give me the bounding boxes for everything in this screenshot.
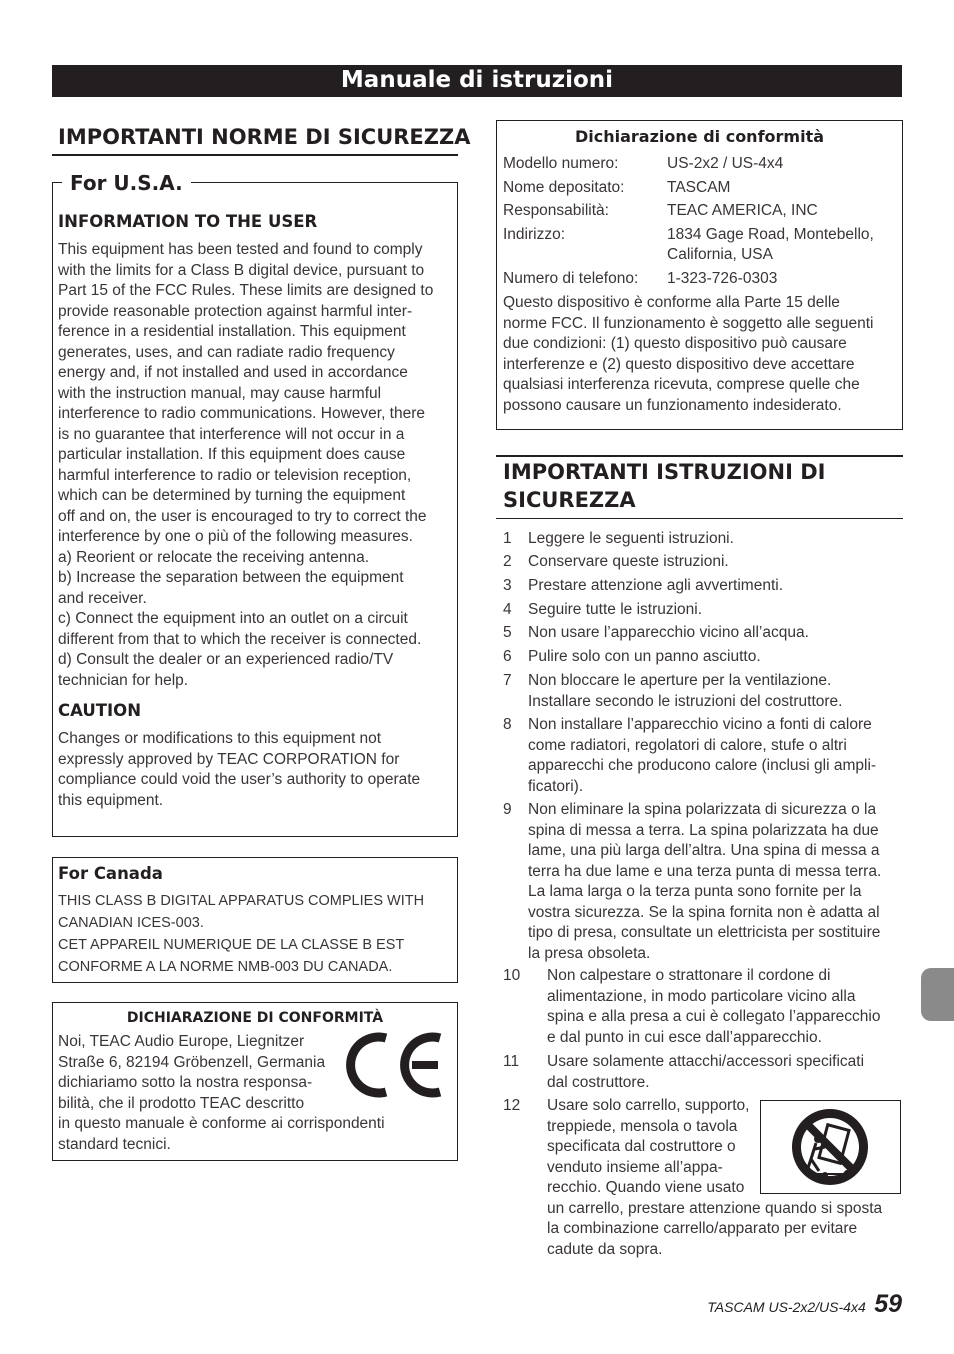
instruction-line: Leggere le seguenti istruzioni. xyxy=(528,530,734,547)
canada-line: CET APPAREIL NUMERIQUE DE LA CLASSE B EST xyxy=(58,937,405,953)
instruction-line: treppiede, mensola o tavola xyxy=(547,1117,738,1135)
instruction-line: terra ha due lame e una terza punta di messa terra. xyxy=(528,862,882,880)
info-line: a) Reorient or relocate the receiving antenna. xyxy=(58,548,370,566)
instruction-number: 12 xyxy=(503,1097,521,1114)
conformity-row-value: US-2x2 / US-4x4 xyxy=(667,155,784,172)
instruction-line: Non calpestare o strattonare il cordone di xyxy=(547,967,831,984)
instruction-line: Non usare l’apparecchio vicino all’acqua. xyxy=(528,624,809,641)
instruction-text xyxy=(528,529,734,550)
info-line: and receiver. xyxy=(58,589,147,607)
info-line: is no guarantee that interference will not occur in a xyxy=(58,425,405,443)
instruction-line: spina di messa a terra. La spina polarizzata ha due xyxy=(528,821,879,839)
instruction-line: la combinazione carrello/apparato per evitare xyxy=(547,1220,858,1237)
usa-legend: For U.S.A. xyxy=(62,169,191,197)
instruction-line: alimentazione, in modo particolare vicino alla xyxy=(547,987,856,1005)
instruction-text xyxy=(528,715,876,797)
instruction-line: apparecchi che producono calore (inclusi gli ampli- xyxy=(528,757,877,774)
conformity-line: norme FCC. Il funzionamento è soggetto alle seguenti xyxy=(503,314,874,332)
instruction-line: Prestare attenzione agli avvertimenti. xyxy=(528,577,784,594)
info-line: d) Consult the dealer or an experienced radio/TV xyxy=(58,651,394,668)
info-title: INFORMATION TO THE USER xyxy=(58,212,318,231)
eu-line: Straße 6, 82194 Gröbenzell, Germania xyxy=(58,1053,326,1071)
canada-line: CANADIAN ICES-003. xyxy=(58,915,204,931)
instruction-line: tipo di presa, consultate un elettricista per sostituire xyxy=(528,924,881,941)
instruction-line: Conservare queste istruzioni. xyxy=(528,553,729,570)
instruction-number: 1 xyxy=(503,530,512,547)
instruction-number: 11 xyxy=(503,1053,520,1070)
instruction-number: 8 xyxy=(503,716,512,733)
conformity-row-label: Nome depositato: xyxy=(503,179,625,196)
instruction-number: 6 xyxy=(503,648,512,665)
instruction-number: 3 xyxy=(503,577,512,594)
canada-title: For Canada xyxy=(58,864,163,883)
instruction-line: Usare solo carrello, supporto, xyxy=(547,1097,750,1114)
conformity-text xyxy=(503,293,899,416)
conformity-row-value: 1834 Gage Road, Montebello, xyxy=(667,226,874,243)
instructions-title-line2: SICUREZZA xyxy=(503,488,636,512)
instruction-number: 5 xyxy=(503,624,512,641)
instruction-line: lame, una più larga dell’altra. Una spina di messa a xyxy=(528,842,880,859)
conformity-row-value: 1-323-726-0303 xyxy=(667,270,778,287)
canada-line: THIS CLASS B DIGITAL APPARATUS COMPLIES WITH xyxy=(58,893,425,909)
info-line: technician for help. xyxy=(58,671,189,689)
section-rule xyxy=(52,154,458,156)
caution-text xyxy=(58,729,454,811)
eu-line: Noi, TEAC Audio Europe, Liegnitzer xyxy=(58,1033,305,1050)
instruction-line: e dal punto in cui esce dall’apparecchio. xyxy=(547,1028,822,1046)
ce-mark-icon xyxy=(346,1030,446,1100)
instruction-line: venduto insieme all’appa- xyxy=(547,1158,723,1176)
conformity-line: possono causare un funzionamento indesiderato. xyxy=(503,396,842,414)
instruction-number: 4 xyxy=(503,601,512,618)
info-line: b) Increase the separation between the equipment xyxy=(58,569,404,586)
instruction-text xyxy=(528,671,842,712)
instruction-text xyxy=(528,800,881,964)
footer-product: TASCAM US-2x2/US-4x4 xyxy=(707,1299,866,1315)
cart-warning-icon xyxy=(761,1101,900,1193)
conformity-line: interferenze e (2) questo dispositivo deve accettare xyxy=(503,355,855,373)
manual-title-bar xyxy=(52,65,902,97)
info-line: harmful interference to radio or television reception, xyxy=(58,466,412,484)
page-number: 59 xyxy=(874,1290,902,1318)
instruction-line: ficatori). xyxy=(528,777,584,795)
info-line: provide reasonable protection against harmful inter- xyxy=(58,302,413,320)
instruction-text xyxy=(528,552,729,573)
info-line: different from that to which the receiver is connected. xyxy=(58,630,422,648)
instruction-line: Usare solamente attacchi/accessori specificati xyxy=(547,1053,865,1070)
canada-line: CONFORME A LA NORME NMB-003 DU CANADA. xyxy=(58,959,393,975)
info-line: generates, uses, and can radiate radio frequency xyxy=(58,343,395,361)
language-tab xyxy=(921,968,954,1021)
instruction-text xyxy=(547,1052,864,1093)
instruction-line: cadute da sopra. xyxy=(547,1240,663,1258)
caution-line: expressly approved by TEAC CORPORATION for xyxy=(58,750,400,768)
caution-line: this equipment. xyxy=(58,791,164,809)
info-line: interference by one o più of the following measures. xyxy=(58,528,413,545)
instruction-text xyxy=(528,623,809,644)
instruction-text xyxy=(528,647,761,668)
instruction-number: 2 xyxy=(503,553,512,570)
info-line: with the limits for a Class B digital device, pursuant to xyxy=(58,261,425,279)
instruction-line: dal costruttore. xyxy=(547,1073,650,1091)
canada-text xyxy=(58,890,454,978)
instruction-line: specificata dal costruttore o xyxy=(547,1138,736,1155)
instruction-line: un carrello, prestare attenzione quando si sposta xyxy=(547,1199,883,1217)
eu-conformity-title: DICHIARAZIONE DI CONFORMITÀ xyxy=(126,1010,384,1026)
instruction-line: Non bloccare le aperture per la ventilazione. xyxy=(528,672,832,689)
instruction-line: Pulire solo con un panno asciutto. xyxy=(528,648,761,665)
info-line: c) Connect the equipment into an outlet on a circuit xyxy=(58,610,408,627)
conformity-row-label: Numero di telefono: xyxy=(503,270,639,287)
conformity-row-value: California, USA xyxy=(667,246,773,263)
instruction-line: Non eliminare la spina polarizzata di sicurezza o la xyxy=(528,801,877,818)
manual-title: Manuale di istruzioni xyxy=(340,67,614,93)
instruction-line: Non installare l’apparecchio vicino a fonti di calore xyxy=(528,716,872,733)
instruction-text xyxy=(547,966,880,1048)
conformity-line: Questo dispositivo è conforme alla Parte 15 delle xyxy=(503,294,840,311)
instruction-number: 7 xyxy=(503,672,512,689)
conformity-row-label: Indirizzo: xyxy=(503,226,566,243)
info-line: ference in a residential installation. This equipment xyxy=(58,323,406,340)
info-line: This equipment has been tested and found to comply xyxy=(58,241,423,258)
conformity-line: due condizioni: (1) questo dispositivo può causare xyxy=(503,335,847,352)
info-line: with the instruction manual, may cause harmful xyxy=(58,384,382,402)
info-line: which can be determined by turning the equipment xyxy=(58,487,406,504)
eu-line: in questo manuale è conforme ai corrispondenti xyxy=(58,1115,385,1132)
cart-warning-box xyxy=(760,1100,901,1194)
caution-line: Changes or modifications to this equipment not xyxy=(58,730,382,747)
instructions-title-line1: IMPORTANTI ISTRUZIONI DI xyxy=(503,460,826,484)
section-title-safety-rules: IMPORTANTI NORME DI SICUREZZA xyxy=(58,125,471,149)
instruction-number: 10 xyxy=(503,967,521,984)
instruction-line: La lama larga o la terza punta sono fornite per la xyxy=(528,883,862,900)
caution-title: CAUTION xyxy=(58,701,141,720)
eu-line: bilità, che il prodotto TEAC descritto xyxy=(58,1094,305,1112)
instruction-number: 9 xyxy=(503,801,512,818)
info-line: particular installation. If this equipment does cause xyxy=(58,446,406,463)
info-line: off and on, the user is encouraged to try to correct the xyxy=(58,507,427,525)
instruction-text xyxy=(528,600,702,621)
instruction-line: Installare secondo le istruzioni del costruttore. xyxy=(528,692,843,710)
info-line: Part 15 of the FCC Rules. These limits are designed to xyxy=(58,282,434,299)
eu-line: dichiariamo sotto la nostra responsa- xyxy=(58,1074,313,1091)
conformity-title: Dichiarazione di conformità xyxy=(574,127,825,146)
instruction-text xyxy=(528,576,783,597)
conformity-row-value: TASCAM xyxy=(667,179,731,196)
instruction-line: recchio. Quando viene usato xyxy=(547,1179,745,1196)
eu-line: standard tecnici. xyxy=(58,1135,171,1153)
instructions-rule-top xyxy=(496,455,903,457)
conformity-row-label: Modello numero: xyxy=(503,155,619,172)
info-line: interference to radio communications. However, there xyxy=(58,405,426,422)
caution-line: compliance could void the user’s authority to operate xyxy=(58,771,421,788)
instructions-rule-bottom xyxy=(496,518,903,519)
info-line: energy and, if not installed and used in accordance xyxy=(58,364,408,381)
conformity-line: qualsiasi interferenza ricevuta, comprese quelle che xyxy=(503,376,860,393)
instruction-line: Seguire tutte le istruzioni. xyxy=(528,601,703,618)
footer xyxy=(640,1290,902,1319)
conformity-row-value: TEAC AMERICA, INC xyxy=(667,202,818,219)
instruction-line: vostra sicurezza. Se la spina fornita non è adatta al xyxy=(528,903,880,921)
instruction-line: come radiatori, regolatori di calore, stufe o altri xyxy=(528,736,847,754)
instruction-line: spina e alla presa a cui è collegato l’apparecchio xyxy=(547,1008,881,1025)
info-text xyxy=(58,240,454,691)
conformity-row-label: Responsabilità: xyxy=(503,202,609,219)
instruction-line: la presa obsoleta. xyxy=(528,944,651,962)
